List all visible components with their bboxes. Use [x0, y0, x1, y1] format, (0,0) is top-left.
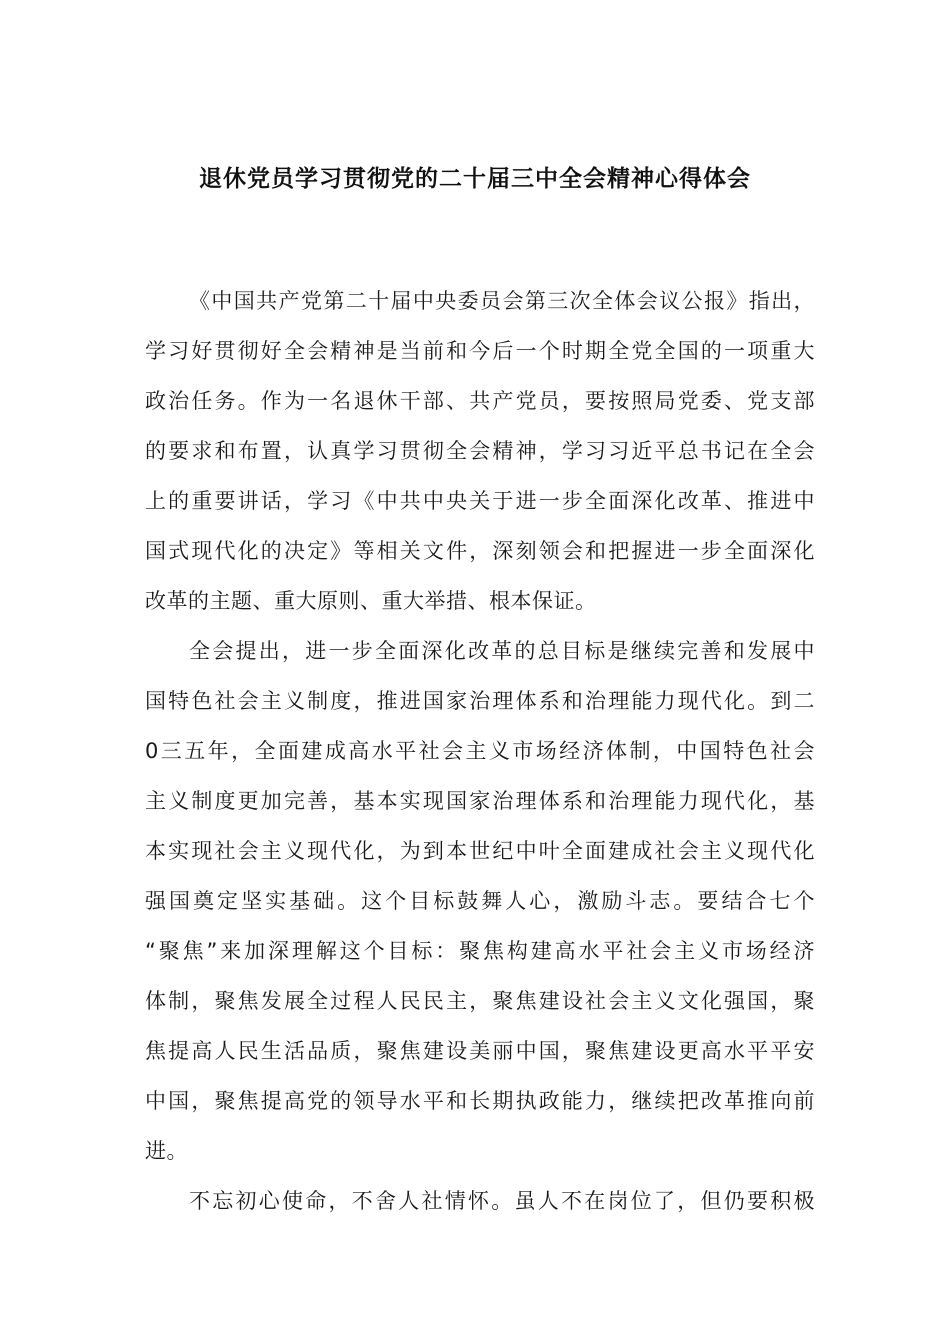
- text-line: 0三五年，全面建成高水平社会主义市场经济体制，中国特色社会: [145, 739, 815, 763]
- text-line: 焦提高人民生活品质，聚焦建设美丽中国，聚焦建设更高水平平安: [145, 1039, 815, 1063]
- text-line: 体制，聚焦发展全过程人民民主，聚焦建设社会主义文化强国，聚: [145, 989, 815, 1013]
- text-line: 政治任务。作为一名退休干部、共产党员，要按照局党委、党支部: [145, 389, 815, 413]
- text-line: 国特色社会主义制度，推进国家治理体系和治理能力现代化。到二: [145, 689, 815, 713]
- text-line: 学习好贯彻好全会精神是当前和今后一个时期全党全国的一项重大: [145, 339, 815, 363]
- text-line: 主义制度更加完善，基本实现国家治理体系和治理能力现代化，基: [145, 789, 815, 813]
- document-body: [145, 276, 815, 1226]
- document-title: 退休党员学习贯彻党的二十届三中全会精神心得体会: [199, 165, 751, 192]
- text-line: 国式现代化的决定》等相关文件，深刻领会和把握进一步全面深化: [145, 539, 815, 563]
- text-line: 改革的主题、重大原则、重大举措、根本保证。: [145, 589, 597, 613]
- text-line: 上的重要讲话，学习《中共中央关于进一步全面深化改革、推进中: [145, 489, 815, 513]
- text-line: 的要求和布置，认真学习贯彻全会精神，学习习近平总书记在全会: [145, 439, 815, 463]
- paragraph: [145, 276, 815, 626]
- text-line: “聚焦”来加深理解这个目标：聚焦构建高水平社会主义市场经济: [145, 939, 815, 963]
- paragraph: [145, 626, 815, 1176]
- paragraph: [145, 1176, 815, 1226]
- text-line: 强国奠定坚实基础。这个目标鼓舞人心，激励斗志。要结合七个: [145, 889, 815, 913]
- text-line: 中国，聚焦提高党的领导水平和长期执政能力，继续把改革推向前: [145, 1089, 815, 1113]
- text-line: 进。: [145, 1139, 188, 1163]
- text-line: 本实现社会主义现代化，为到本世纪中叶全面建成社会主义现代化: [145, 839, 815, 863]
- text-line: 不忘初心使命，不舍人社情怀。虽人不在岗位了，但仍要积极: [189, 1189, 815, 1213]
- text-line: 《中国共产党第二十届中央委员会第三次全体会议公报》指出，: [189, 289, 815, 313]
- text-line: 全会提出，进一步全面深化改革的总目标是继续完善和发展中: [189, 639, 815, 663]
